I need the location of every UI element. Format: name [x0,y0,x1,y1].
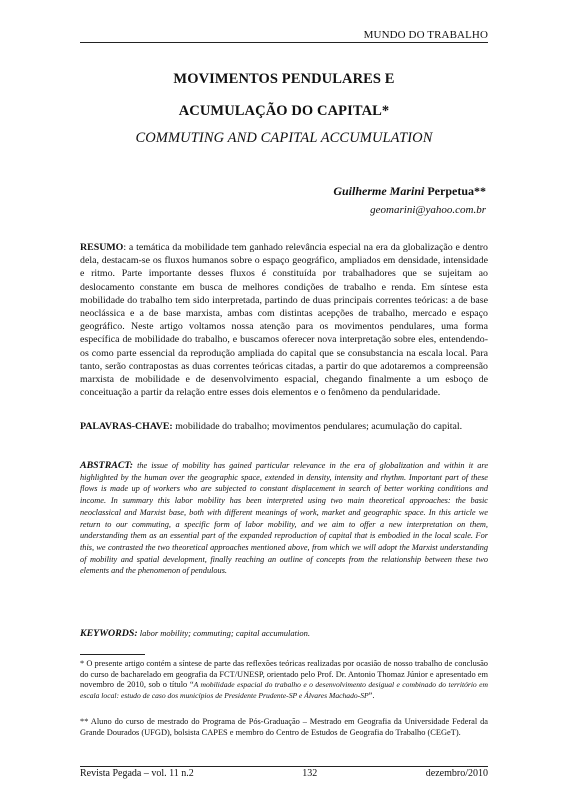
author-name-italic: Guilherme Marini [333,184,425,198]
keywords-paragraph [80,628,488,639]
author-name [333,184,486,199]
running-header [80,29,488,43]
resumo-paragraph [80,241,488,399]
page-footer [80,768,488,779]
footnote-2 [80,717,488,738]
article-title-line-1: MOVIMENTOS PENDULARES E [173,71,395,87]
footer-journal: Revista Pegada – vol. 11 n.2 [80,768,194,779]
author-name-rest: Perpetua** [424,184,486,198]
footer-page-number: 132 [302,768,318,779]
keywords-text: labor mobility; commuting; capital accumulation. [137,628,310,638]
resumo-label: RESUMO [80,242,124,253]
resumo-text: : a temática da mobilidade tem ganhado relevância especial na era da globalização e dentro dela, destacam-se os fluxos humanos sobre o espaço geográfico, ampliados em densidade, intensidade e ritmo. Parte importante desses fluxos é constituída por trabalhadores que se sujeitam ao deslocamento constante em busca de melhores condições de trabalho e renda. Em síntese esta mobilidade do trabalho tem sido interpretada, partindo de duas principais correntes teóricas: a de base neoclássica e a de base marxista, ambas com distintas acepções de trabalho, mercado e espaço geográfico. Neste artigo voltamos nossa atenção para os movimentos pendulares, uma forma específica de mobilidade do trabalho, e buscamos oferecer nova interpretação sobre eles, entendendo-os como parte essencial da reprodução ampliada do capital que se consubstancia na escala local. Para tanto, serão contrapostas as duas correntes teóricas citadas, a partir do que adotaremos a compreensão marxista de mobilidade e de desenvolvimento espacial, chegando finalmente a um esboço de conceituação a partir da relação entre esses dois elementos e o fenômeno da pendularidade. [80,242,488,399]
keywords-label: KEYWORDS: [80,628,138,639]
palavras-chave-text: mobilidade do trabalho; movimentos pendulares; acumulação do capital. [172,421,463,432]
author-email: geomarini@yahoo.com.br [370,204,486,216]
abstract-paragraph [80,460,488,577]
section-label: MUNDO DO TRABALHO [363,29,488,41]
footnote-1-italic-title: A mobilidade espacial do trabalho e o desenvolvimento desigual e combinado do território em escala local: estudo de caso dos municípios de Presidente Prudente-SP e Álvares Machado-SP [80,680,488,701]
footnote-1-text: * O presente artigo contém a síntese de parte das reflexões teóricas realizadas por ocasião de nosso trabalho de conclusão do curso de bacharelado em geografia da FCT/UNESP, orientado pelo Prof. Dr. Antonio Thomaz Júnior e apresentado em novembro de 2010, sob o título “ [80,659,488,690]
footnote-1 [80,659,488,702]
footnote-2-text: ** Aluno do curso de mestrado do Programa de Pós-Graduação – Mestrado em Geografia da Universidade Federal da Grande Dourados (UFGD), bolsista CAPES e membro do Centro de Estudos de Geografia do Trabalho (CEGeT). [80,717,488,737]
footnote-1-end: ”. [368,691,375,701]
footer-date: dezembro/2010 [425,768,488,779]
palavras-chave-label: PALAVRAS-CHAVE: [80,421,173,432]
article-subtitle: COMMUTING AND CAPITAL ACCUMULATION [135,130,433,146]
footnote-divider [80,654,145,655]
article-title-line-2: ACUMULAÇÃO DO CAPITAL* [178,103,390,119]
footer-divider [80,766,488,767]
abstract-text: the issue of mobility has gained particular relevance in the era of globalization and within it are highlighted by the human over the geographic space, extended in density, intensity and rhythm. Important part of these flows is made up of workers who are subjected to constant displacement in search of better working conditions and income. In summary this labor mobility has been interpreted using two main theoretical approaches: the basic neoclassical and Marxist base, both with different meanings of work, market and geographic space. In this article we return to our commuting, a specific form of labor mobility, and we aim to offer a new interpretation on them, understanding them as an essential part of the expanded reproduction of capital that is embodied in the local scale. For this, we contrasted the two theoretical approaches mentioned above, from which we will adopt the Marxist understanding of mobility and spatial development, finally reaching an outline of concepts from the relationship between these two elements and the phenomenon of pendulous. [80,461,488,576]
abstract-label: ABSTRACT: [80,460,134,471]
palavras-chave-paragraph [80,420,488,433]
